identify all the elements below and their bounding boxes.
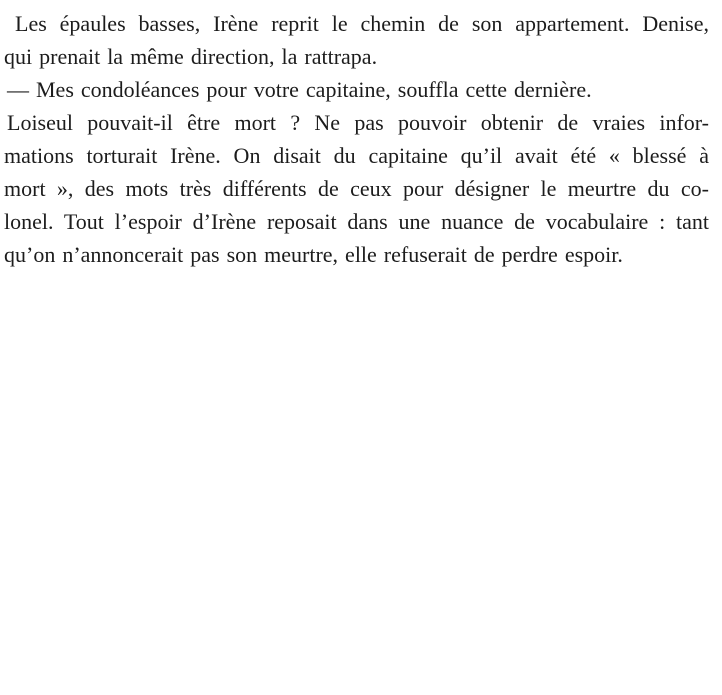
paragraph [4,73,709,106]
text-block [4,7,709,271]
text-line: mations torturait Irène. On disait du capitaine qu’il avait été « blessé à [4,143,709,168]
text-line: qui prenait la même direction, la rattrapa. [4,44,378,69]
text-line: lonel. Tout l’espoir d’Irène reposait dans une nuance de vocabulaire : tant [4,209,709,234]
text-line: mort », des mots très différents de ceux pour désigner le meurtre du co- [4,176,709,201]
text-line: — Mes condoléances pour votre capitaine, souffla cette dernière. [7,77,592,102]
paragraph [4,7,709,73]
paragraph [4,106,709,271]
text-line: qu’on n’annoncerait pas son meurtre, elle refuserait de perdre espoir. [4,242,623,267]
text-line: Les épaules basses, Irène reprit le chemin de son appartement. Denise, [15,11,709,36]
text-line: Loiseul pouvait-il être mort ? Ne pas pouvoir obtenir de vraies infor- [7,110,709,135]
